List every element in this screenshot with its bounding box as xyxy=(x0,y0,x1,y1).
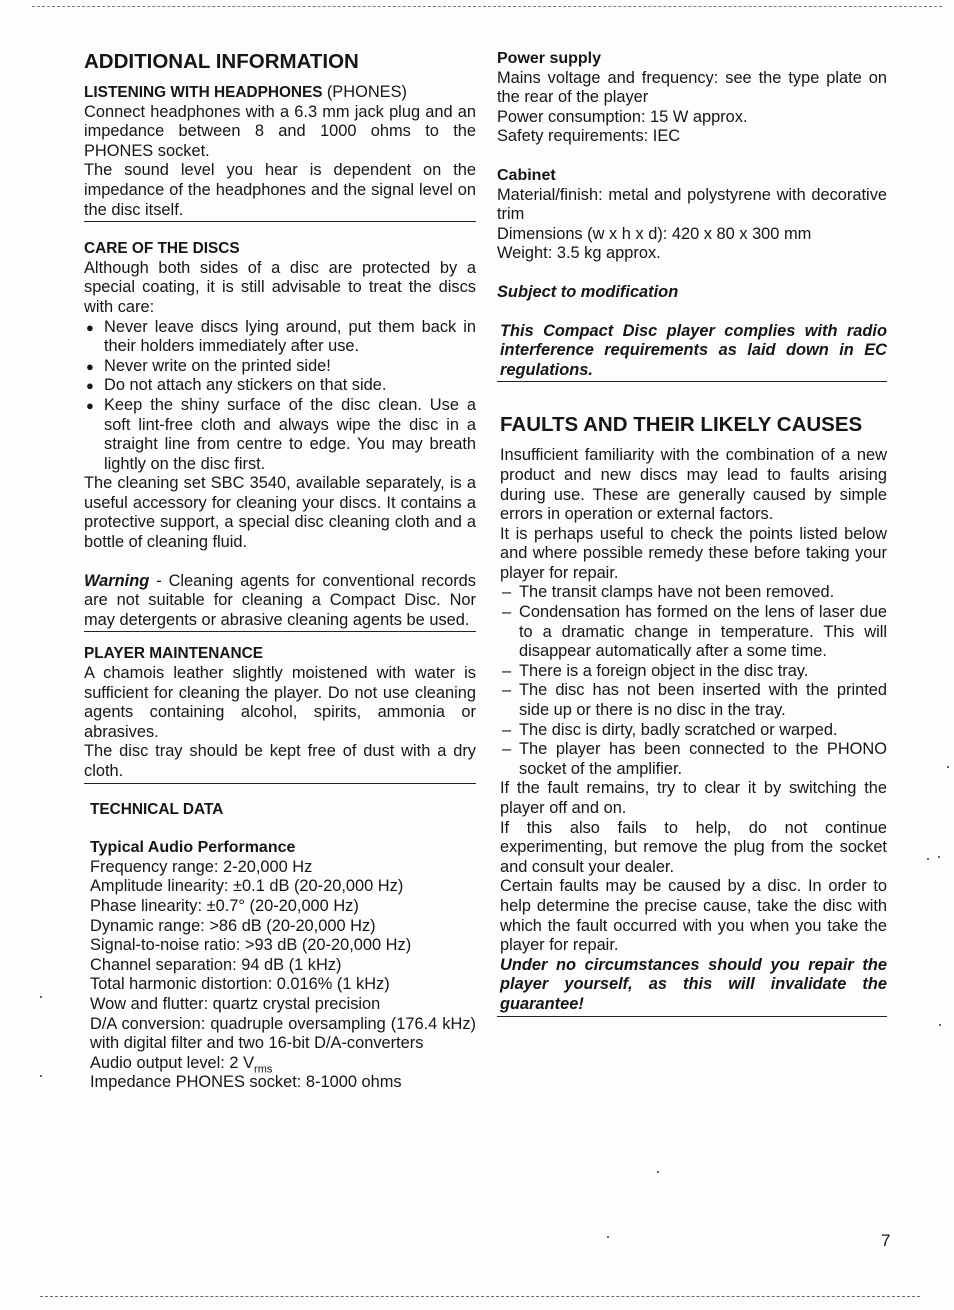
page-number: 7 xyxy=(881,1231,891,1250)
dash-icon: – xyxy=(502,720,512,739)
power-line: Mains voltage and frequency: see the type plate on the rear of the player xyxy=(497,68,887,107)
dash-icon: – xyxy=(502,603,512,622)
fault-text: The transit clamps have not been removed. xyxy=(519,583,835,602)
scan-speck xyxy=(657,1171,659,1173)
spec-line: D/A conversion: quadruple oversampling (176.4 kHz) with digital filter and two 16-bit D/A-converters xyxy=(90,1014,476,1053)
audio-performance-subheading: Typical Audio Performance xyxy=(90,839,296,857)
bullet-text: Keep the shiny surface of the disc clean. Use a soft lint-free cloth and always wipe the disc in a straight line from centre to edge. You may breath lightly on the disc first. xyxy=(104,395,476,473)
compliance-section xyxy=(497,322,887,383)
bullet-text: Never write on the printed side! xyxy=(104,356,331,375)
list-item xyxy=(84,357,476,377)
spec-line: Frequency range: 2-20,000 Hz xyxy=(90,857,313,876)
scan-speck xyxy=(40,1075,42,1077)
warning-paragraph xyxy=(84,572,476,631)
spec-line: Amplitude linearity: ±0.1 dB (20-20,000 Hz) xyxy=(90,877,404,896)
list-item xyxy=(500,603,887,662)
bullet-icon: ● xyxy=(86,319,94,335)
care-intro: Although both sides of a disc are protected by a special coating, it is still advisable to treat the discs with care: xyxy=(84,258,476,316)
audio-output-text: Audio output level: 2 V xyxy=(90,1053,255,1072)
maintenance-paragraph: The disc tray should be kept free of dust with a dry cloth. xyxy=(84,742,476,780)
dash-icon: – xyxy=(502,740,512,759)
audio-output-line xyxy=(90,1054,476,1074)
list-item xyxy=(500,583,887,603)
bullet-text: Never leave discs lying around, put them back in their holders immediately after use. xyxy=(104,317,476,356)
bullet-icon: ● xyxy=(86,358,94,374)
spec-line: Wow and flutter: quartz crystal precision xyxy=(90,994,381,1013)
headphones-heading-text: LISTENING WITH HEADPHONES xyxy=(84,84,323,101)
spec-line: Channel separation: 94 dB (1 kHz) xyxy=(90,955,342,974)
compliance-statement: This Compact Disc player complies with radio interference requirements as laid down in EC regulations. xyxy=(500,321,887,379)
dash-icon: – xyxy=(502,661,512,680)
scan-speck xyxy=(938,856,940,858)
maintenance-paragraph: A chamois leather slightly moistened with water is sufficient for cleaning the player. Do not use cleaning agents containing alcohol, spirits, ammonia or abrasives. xyxy=(84,664,476,741)
fault-text: There is a foreign object in the disc tray. xyxy=(519,661,809,680)
list-item xyxy=(84,396,476,474)
cleaning-set-paragraph: The cleaning set SBC 3540, available separately, is a useful accessory for cleaning your discs. It contains a protective support, a special disc cleaning cloth and a bottle of cleaning fluid. xyxy=(84,474,476,552)
faults-section xyxy=(497,412,887,1016)
bullet-text: Do not attach any stickers on that side. xyxy=(104,376,387,395)
cabinet-line: Dimensions (w x h x d): 420 x 80 x 300 mm xyxy=(497,224,812,243)
cabinet-section xyxy=(497,166,887,264)
scan-speck xyxy=(947,766,949,768)
warning-text: - Cleaning agents for conventional records are not suitable for cleaning a Compact Disc. Nor may detergents or abrasive cleaning agents be used. xyxy=(84,571,476,629)
spec-line: Signal-to-noise ratio: >93 dB (20-20,000 Hz) xyxy=(90,936,412,955)
faults-check: It is perhaps useful to check the points listed below and where possible remedy these before taking your player for repair. xyxy=(500,524,887,582)
list-item xyxy=(500,681,887,720)
power-heading: Power supply xyxy=(497,50,602,67)
technical-section xyxy=(84,800,476,1093)
care-heading: CARE OF THE DISCS xyxy=(84,240,240,258)
spec-line: Dynamic range: >86 dB (20-20,000 Hz) xyxy=(90,916,376,935)
left-column xyxy=(84,49,476,1093)
technical-heading: TECHNICAL DATA xyxy=(90,800,224,818)
maintenance-section xyxy=(84,644,476,783)
spec-line: Total harmonic distortion: 0.016% (1 kHz) xyxy=(90,975,390,994)
care-bullet-list xyxy=(84,318,476,475)
list-item xyxy=(84,318,476,357)
dash-icon: – xyxy=(502,583,512,602)
list-item xyxy=(500,662,887,682)
guarantee-warning: Under no circumstances should you repair the player yourself, as this will invalidate the guarantee! xyxy=(500,955,887,1013)
maintenance-heading: PLAYER MAINTENANCE xyxy=(84,645,264,663)
care-section xyxy=(84,239,476,632)
scan-speck xyxy=(40,996,42,998)
fault-text: The player has been connected to the PHONO socket of the amplifier. xyxy=(519,740,887,778)
impedance-line: Impedance PHONES socket: 8-1000 ohms xyxy=(90,1073,402,1092)
list-item xyxy=(500,721,887,741)
fault-text: Condensation has formed on the lens of laser due to a dramatic change in temperature. This will disappear automatically after a some time. xyxy=(519,603,887,661)
scan-speck xyxy=(927,858,929,860)
faults-heading: FAULTS AND THEIR LIKELY CAUSES xyxy=(500,413,863,437)
subject-to-modification: Subject to modification xyxy=(497,282,679,301)
additional-information-heading: ADDITIONAL INFORMATION xyxy=(84,50,359,73)
faults-list xyxy=(500,583,887,779)
warning-label: Warning xyxy=(84,571,150,590)
headphones-heading-paren: (PHONES) xyxy=(326,83,407,101)
cabinet-line: Material/finish: metal and polystyrene with decorative trim xyxy=(497,185,887,224)
scan-speck xyxy=(607,1236,609,1238)
headphones-paragraph: Connect headphones with a 6.3 mm jack plug and an impedance between 8 and 1000 ohms to the PHONES socket. xyxy=(84,102,476,160)
certain-faults-paragraph: Certain faults may be caused by a disc. In order to help determine the precise cause, take the disc with which the fault occurred with you when you take the player for repair. xyxy=(500,877,887,955)
faults-intro: Insufficient familiarity with the combination of a new product and new discs may lead to faults arising during use. These are generally caused by simple errors in operation or external factors. xyxy=(500,446,887,524)
bullet-icon: ● xyxy=(86,378,94,394)
fault-text: The disc has not been inserted with the printed side up or there is no disc in the tray. xyxy=(519,681,887,720)
power-line: Safety requirements: IEC xyxy=(497,127,681,146)
audio-output-unit-sub: rms xyxy=(254,1063,273,1075)
power-line: Power consumption: 15 W approx. xyxy=(497,107,748,126)
headphones-heading xyxy=(84,83,476,103)
right-column xyxy=(497,49,887,1017)
scan-edge-top xyxy=(32,6,942,7)
bullet-icon: ● xyxy=(86,397,94,413)
headphones-paragraph: The sound level you hear is dependent on the impedance of the headphones and the signal level on the disc itself. xyxy=(84,161,476,219)
list-item xyxy=(84,376,476,396)
cabinet-heading: Cabinet xyxy=(497,166,556,184)
scan-speck xyxy=(939,1024,941,1026)
list-item xyxy=(500,740,887,779)
headphones-section xyxy=(84,83,476,222)
scan-edge-bottom xyxy=(40,1296,920,1297)
fault-remains-paragraph: If the fault remains, try to clear it by switching the player off and on. xyxy=(500,779,887,817)
also-fails-paragraph: If this also fails to help, do not continue experimenting, but remove the plug from the socket and consult your dealer. xyxy=(500,818,887,876)
power-section xyxy=(497,49,887,147)
cabinet-line: Weight: 3.5 kg approx. xyxy=(497,244,661,263)
spec-line: Phase linearity: ±0.7° (20-20,000 Hz) xyxy=(90,896,359,915)
fault-text: The disc is dirty, badly scratched or warped. xyxy=(519,720,838,739)
dash-icon: – xyxy=(502,681,512,700)
